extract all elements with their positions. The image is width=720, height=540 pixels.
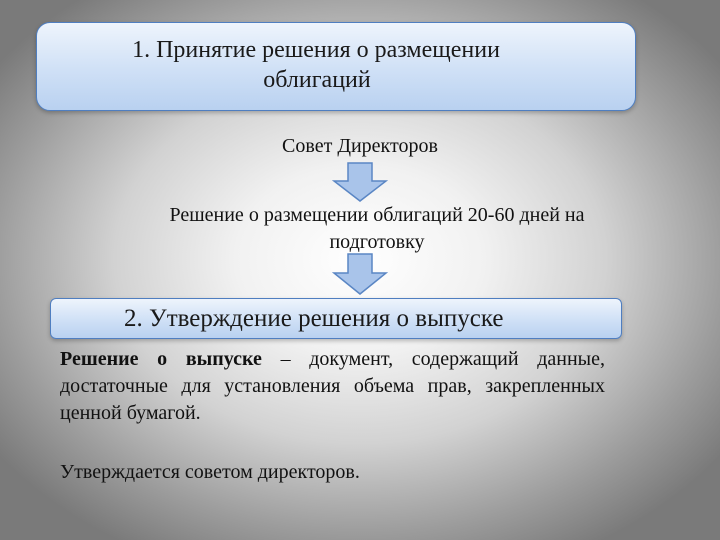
- approval-note: Утверждается советом директоров.: [60, 461, 360, 483]
- definition-term: Решение о выпуске: [60, 348, 262, 370]
- down-arrow-icon: [332, 162, 388, 202]
- decision-line2: подготовку: [329, 231, 425, 253]
- definition-body: – документ, содержащий данные, достаточные для установления объема прав, закрепленных ценной бумагой.: [60, 348, 605, 424]
- step1-box: [36, 22, 636, 111]
- decision-line1: Решение о размещении облигаций 20-60 дней на: [169, 204, 585, 226]
- step1-title-line1: 1. Принятие решения о размещении: [132, 37, 500, 63]
- step2-title: 2. Утверждение решения о выпуске: [124, 305, 504, 332]
- decision-text: [90, 202, 664, 256]
- step2-box: [50, 298, 622, 339]
- step1-title-line2: облигаций: [263, 67, 371, 93]
- authority-label: Совет Директоров: [282, 135, 438, 157]
- down-arrow-icon: [332, 253, 388, 295]
- definition-paragraph: [60, 346, 605, 427]
